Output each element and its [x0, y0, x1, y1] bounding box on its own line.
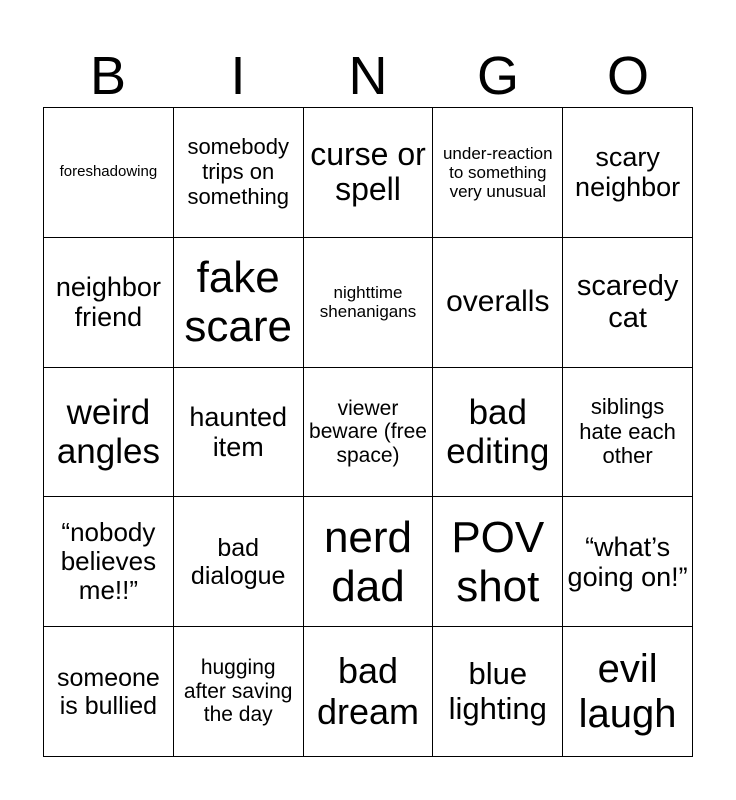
bingo-cell[interactable]: [44, 497, 174, 627]
header-letter-b: B: [89, 46, 127, 106]
bingo-cell[interactable]: [433, 238, 563, 368]
bingo-cell-label: haunted item: [189, 401, 287, 462]
bingo-header: [43, 44, 693, 108]
bingo-cell-label: foreshadowing: [59, 163, 158, 180]
bingo-cell[interactable]: [174, 238, 304, 368]
bingo-cell[interactable]: [174, 497, 304, 627]
header-letter-n: N: [348, 46, 388, 106]
bingo-cell[interactable]: [433, 108, 563, 238]
bingo-cell-label: nerd dad: [323, 512, 413, 611]
bingo-cell-label: blue lighting: [448, 655, 547, 726]
bingo-cell[interactable]: [563, 108, 693, 238]
bingo-cell[interactable]: [304, 238, 434, 368]
bingo-cell-label: bad editing: [446, 392, 550, 471]
bingo-cell[interactable]: [174, 627, 304, 757]
bingo-cell-label: bad dialogue: [190, 533, 286, 590]
bingo-cell-label: under-reaction to something very unusual: [442, 143, 553, 201]
bingo-cell[interactable]: [304, 368, 434, 498]
bingo-cell-label: viewer beware (free space): [309, 396, 427, 467]
bingo-cell[interactable]: [304, 627, 434, 757]
bingo-cell-label: bad dream: [316, 650, 420, 732]
bingo-cell[interactable]: [563, 368, 693, 498]
bingo-cell[interactable]: [433, 368, 563, 498]
bingo-cell-label: overalls: [446, 285, 550, 319]
bingo-cell[interactable]: [304, 108, 434, 238]
bingo-cell-label: “nobody believes me!!”: [60, 517, 157, 606]
header-letter-o: O: [606, 46, 649, 106]
bingo-cell[interactable]: [174, 368, 304, 498]
bingo-cell[interactable]: [304, 497, 434, 627]
bingo-cell[interactable]: [563, 497, 693, 627]
bingo-cell[interactable]: [433, 497, 563, 627]
bingo-cell-label: scaredy cat: [576, 269, 679, 335]
bingo-cell-label: neighbor friend: [55, 271, 161, 333]
bingo-cell-label: somebody trips on something: [187, 134, 289, 209]
bingo-cell-label: nighttime shenanigans: [319, 283, 417, 322]
bingo-cell[interactable]: [563, 627, 693, 757]
bingo-cell[interactable]: [563, 238, 693, 368]
bingo-cell[interactable]: [174, 108, 304, 238]
bingo-cell[interactable]: [44, 238, 174, 368]
bingo-cell[interactable]: [44, 108, 174, 238]
bingo-cell[interactable]: [44, 368, 174, 498]
bingo-cell-label: scary neighbor: [575, 142, 681, 203]
bingo-cell-label: POV shot: [451, 512, 545, 611]
bingo-cell-label: “what’s going on!”: [567, 531, 688, 592]
header-letter-g: G: [476, 46, 519, 106]
bingo-cell-label: hugging after saving the day: [183, 656, 293, 727]
bingo-cell-label: someone is bullied: [56, 663, 160, 720]
bingo-cell[interactable]: [433, 627, 563, 757]
bingo-board: [43, 107, 693, 757]
bingo-cell-label: evil laugh: [578, 646, 677, 736]
bingo-cell-label: siblings hate each other: [579, 394, 676, 469]
bingo-cell[interactable]: [44, 627, 174, 757]
bingo-cell-label: curse or spell: [310, 135, 426, 208]
header-letter-i: I: [230, 46, 246, 106]
bingo-cell-label: weird angles: [56, 392, 160, 471]
bingo-cell-label: fake scare: [184, 252, 292, 352]
